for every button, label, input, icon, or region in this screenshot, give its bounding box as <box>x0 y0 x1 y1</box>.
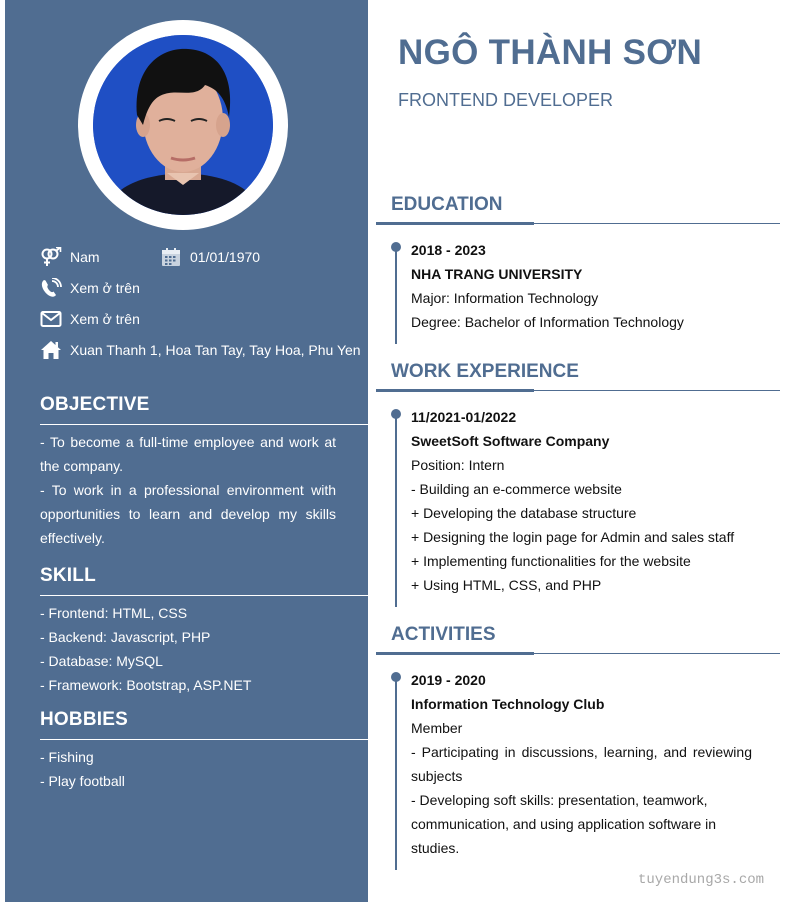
avatar <box>93 35 273 215</box>
objective-line: - To become a full-time employee and work at the company. <box>40 434 336 474</box>
work-line: Position: Intern <box>411 457 505 473</box>
objective-title: OBJECTIVE <box>40 394 150 415</box>
work-company: SweetSoft Software Company <box>411 433 610 449</box>
email-row <box>40 308 140 330</box>
education-period: 2018 - 2023 <box>411 242 486 258</box>
timeline-line <box>395 411 397 607</box>
gender-row <box>40 246 100 268</box>
activities-title: ACTIVITIES <box>391 624 496 645</box>
timeline-line <box>395 244 397 344</box>
activities-line: - Developing soft skills: presentation, teamwork, communication, and using application software in studies. <box>411 792 717 856</box>
phone-value: Xem ở trên <box>70 280 140 296</box>
hobbies-section <box>40 709 368 793</box>
birthday-value: 01/01/1970 <box>190 249 261 265</box>
work-divider <box>376 389 780 391</box>
work-line: + Developing the database structure <box>411 505 637 521</box>
hobbies-list <box>40 745 368 793</box>
timeline-dot <box>391 409 401 419</box>
home-icon <box>40 340 62 360</box>
skill-item: - Database: MySQL <box>40 653 163 669</box>
work-entry <box>376 405 780 607</box>
timeline-dot <box>391 672 401 682</box>
timeline-dot <box>391 242 401 252</box>
objective-divider <box>40 424 368 425</box>
avatar-frame <box>78 20 288 230</box>
activities-organization: Information Technology Club <box>411 696 605 712</box>
education-school: NHA TRANG UNIVERSITY <box>411 266 583 282</box>
timeline-line <box>395 674 397 870</box>
skill-divider <box>40 595 368 596</box>
envelope-icon <box>40 309 62 329</box>
education-line: Degree: Bachelor of Information Technology <box>411 314 684 330</box>
education-divider <box>376 222 780 224</box>
phone-row <box>40 277 140 299</box>
gender-icon <box>40 247 62 267</box>
skill-item: - Backend: Javascript, PHP <box>40 629 211 645</box>
skill-title: SKILL <box>40 565 96 586</box>
hobby-item: - Play football <box>40 773 125 789</box>
sidebar-panel <box>5 0 368 902</box>
work-line: + Implementing functionalities for the website <box>411 553 691 569</box>
activities-divider <box>376 652 780 654</box>
skill-section <box>40 565 368 697</box>
education-line: Major: Information Technology <box>411 290 599 306</box>
work-section <box>376 361 780 607</box>
activities-entry <box>376 668 780 870</box>
skill-list <box>40 601 368 697</box>
skill-item: - Framework: Bootstrap, ASP.NET <box>40 677 252 693</box>
activities-line: - Participating in discussions, learning, and reviewing subjects <box>411 744 752 784</box>
portrait-photo <box>93 35 273 215</box>
address-row <box>40 339 361 361</box>
objective-section <box>40 394 368 550</box>
activities-section <box>376 624 780 870</box>
hobby-item: - Fishing <box>40 749 94 765</box>
candidate-role: FRONTEND DEVELOPER <box>398 90 614 110</box>
birthday-row <box>160 246 260 268</box>
watermark: tuyendung3s.com <box>638 872 765 888</box>
activities-line: Member <box>411 720 463 736</box>
hobbies-divider <box>40 739 368 740</box>
education-title: EDUCATION <box>391 194 503 215</box>
email-value: Xem ở trên <box>70 311 140 327</box>
work-period: 11/2021-01/2022 <box>411 409 517 425</box>
skill-item: - Frontend: HTML, CSS <box>40 605 188 621</box>
education-section <box>376 194 780 344</box>
work-line: + Designing the login page for Admin and sales staff <box>411 529 735 545</box>
objective-line: - To work in a professional environment with opportunities to learn and develop my skills effectively. <box>40 482 336 546</box>
work-title: WORK EXPERIENCE <box>391 361 579 382</box>
phone-icon <box>40 278 62 298</box>
gender-value: Nam <box>70 249 100 265</box>
hobbies-title: HOBBIES <box>40 709 128 730</box>
education-entry <box>376 238 780 344</box>
objective-text <box>40 430 368 550</box>
candidate-name: NGÔ THÀNH SƠN <box>398 33 703 72</box>
calendar-icon <box>160 247 182 267</box>
work-line: + Using HTML, CSS, and PHP <box>411 577 602 593</box>
work-line: - Building an e-commerce website <box>411 481 622 497</box>
address-value: Xuan Thanh 1, Hoa Tan Tay, Tay Hoa, Phu Yen <box>70 342 361 358</box>
activities-period: 2019 - 2020 <box>411 672 486 688</box>
